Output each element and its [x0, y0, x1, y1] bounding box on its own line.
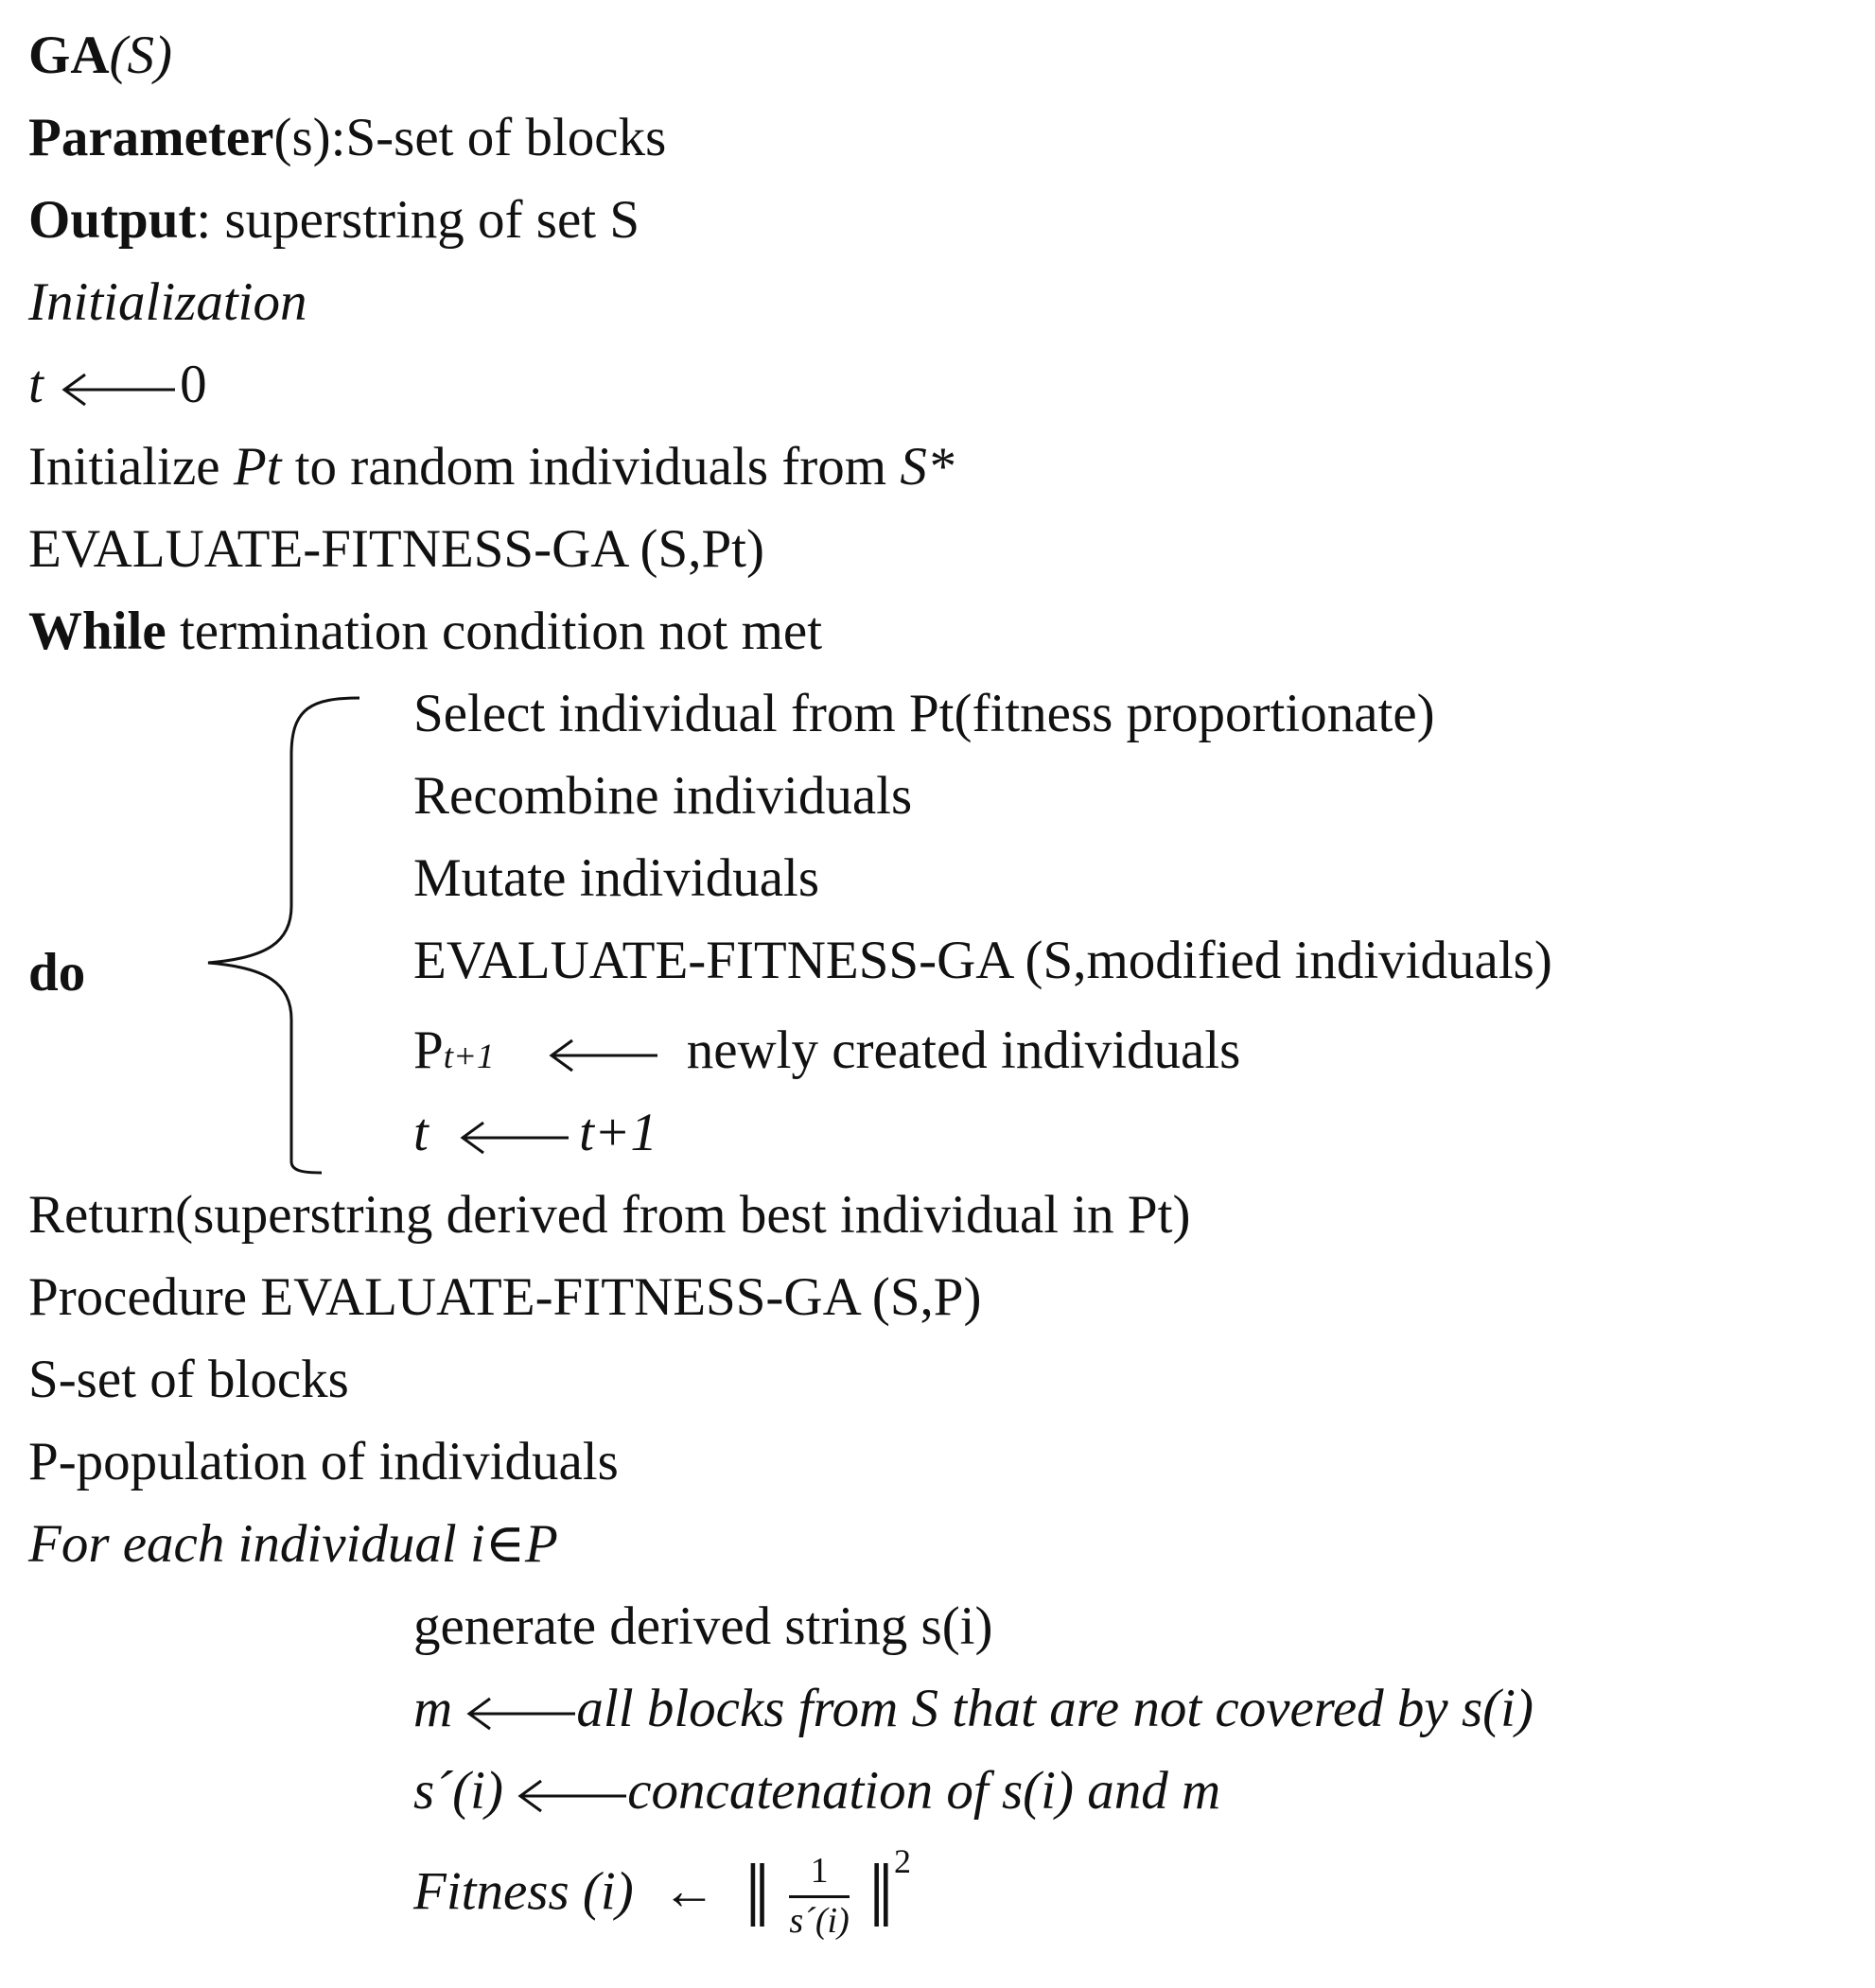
p-subscript: t+1: [443, 1038, 495, 1076]
fraction-denominator: s´(i): [789, 1900, 850, 1941]
loop-step-next-population: [413, 1020, 1241, 1080]
p-base: P: [413, 1020, 444, 1080]
initialize-line: [28, 437, 955, 497]
loop-step-evaluate: EVALUATE-FITNESS-GA (S,modified individuals): [413, 931, 1552, 990]
fitness-fraction: [789, 1852, 849, 1942]
loop-step-increment: [413, 1103, 657, 1162]
t-variable: t: [413, 1103, 429, 1162]
evaluate-initial-line: EVALUATE-FITNESS-GA (S,Pt): [28, 519, 764, 579]
left-arrow-icon: [513, 1777, 631, 1815]
initialize-mid: to random individuals from: [281, 437, 901, 497]
parameter-label: Parameter: [28, 108, 274, 167]
loop-step-select: Select individual from Pt(fitness proportionate): [413, 684, 1435, 743]
parameter-line: [28, 108, 667, 167]
norm-left-bars: ‖: [745, 1844, 771, 1946]
left-arrow-icon: [462, 1695, 580, 1733]
generate-line: generate derived string s(i): [413, 1596, 993, 1656]
fitness-label: Fitness (i): [413, 1861, 634, 1922]
fraction-bar: [789, 1895, 849, 1898]
output-line: [28, 190, 640, 250]
t-assign-line: [28, 355, 207, 414]
norm-right-bars: ‖: [867, 1844, 894, 1946]
loop-step-mutate: Mutate individuals: [413, 848, 820, 908]
t-next-value: t+1: [579, 1103, 657, 1162]
algorithm-name: GA: [28, 26, 110, 85]
initialize-sstar: S*: [900, 437, 955, 497]
fitness-arrow: ←: [661, 1861, 716, 1922]
output-label: Output: [28, 190, 197, 250]
loop-step-recombine: Recombine individuals: [413, 766, 913, 826]
initialization-label: Initialization: [28, 272, 307, 332]
m-description: all blocks from S that are not covered by s(i): [576, 1679, 1533, 1738]
norm-exponent: 2: [893, 1842, 911, 1880]
output-text: : superstring of set S: [196, 190, 640, 250]
sprime-assign-line: [413, 1761, 1221, 1821]
m-variable: m: [413, 1679, 453, 1738]
while-condition: termination condition not met: [166, 602, 823, 661]
sprime-variable: s´(i): [413, 1761, 503, 1821]
do-keyword: do: [28, 943, 86, 1003]
initialize-pt: Pt: [233, 437, 282, 497]
while-line: [28, 602, 823, 661]
return-line: Return(superstring derived from best individual in Pt): [28, 1185, 1191, 1245]
algorithm-title: [28, 26, 172, 85]
while-keyword: While: [28, 602, 166, 661]
m-assign-line: [413, 1679, 1533, 1738]
fraction-numerator: 1: [810, 1851, 829, 1891]
left-arrow-icon: [57, 371, 180, 409]
parameter-text: (s):S-set of blocks: [273, 108, 667, 167]
left-arrow-icon: [544, 1037, 662, 1074]
p-description: newly created individuals: [686, 1020, 1241, 1080]
initialize-prefix: Initialize: [28, 437, 234, 497]
for-each-line: For each individual i∈P: [28, 1514, 558, 1574]
algorithm-param: (S): [109, 26, 172, 85]
sprime-description: concatenation of s(i) and m: [627, 1761, 1221, 1821]
t-variable: t: [28, 355, 44, 414]
procedure-p-def: P-population of individuals: [28, 1432, 619, 1491]
fitness-formula-line: [413, 1842, 911, 1946]
procedure-title: Procedure EVALUATE-FITNESS-GA (S,P): [28, 1267, 982, 1327]
do-brace-icon: [199, 689, 369, 1180]
procedure-s-def: S-set of blocks: [28, 1350, 349, 1409]
left-arrow-icon: [455, 1119, 573, 1157]
t-initial-value: 0: [180, 355, 207, 414]
